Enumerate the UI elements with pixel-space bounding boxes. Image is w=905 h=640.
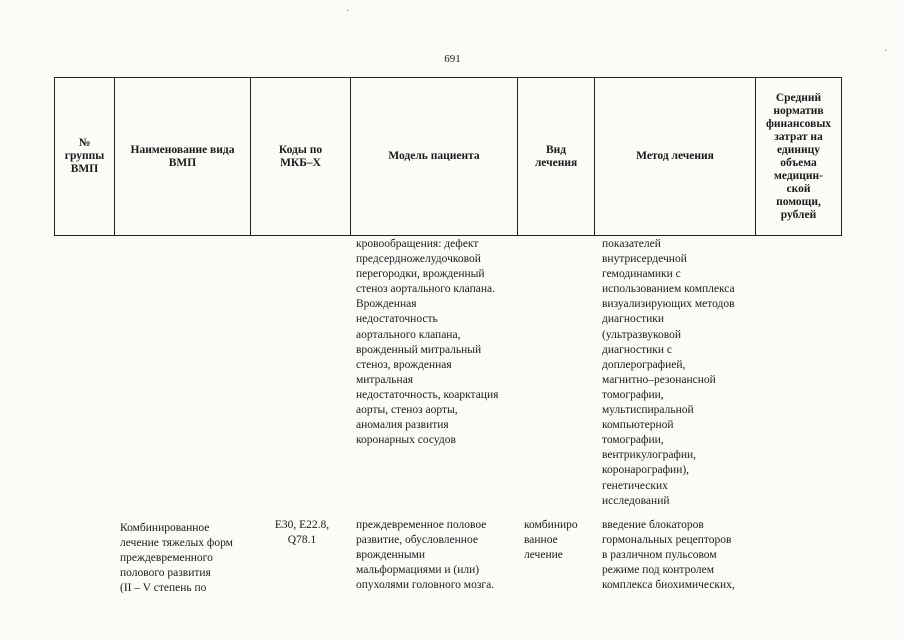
header-treatment-method: Метод лечения [595,78,756,235]
table-header [54,77,842,236]
header-treatment-type: Вид лечения [518,78,595,235]
row1-treatment-method: показателей внутрисердечной гемодинамики с использованием комплекса визуализирующих методов диагностики (ультразвуковой диагностики с доплерографией, магнитно–резонансной томографии, мультиспиральной компьютерной томографии, вентрикулографии, коронарографии), генетических исследований [602,238,735,507]
row2-treatment-method: введение блокаторов гормональных рецепторов в различном пульсовом режиме под контролем комплекса биохимических, [602,519,735,592]
header-vmp-name: Наименование вида ВМП [115,78,251,235]
header-group-number: № группы ВМП [55,78,115,235]
row1-patient-model: кровообращения: дефект предсердножелудочковой перегородки, врожденный стеноз аортального клапана. Врожденная недостаточность аортального клапана, врожденный митральный стеноз, врожденная митральная недостаточность, коарктация аорты, стеноз аорты, аномалия развития коронарных сосудов [356,238,499,447]
header-patient-model: Модель пациента [351,78,518,235]
row2-vmp-name: Комбинированное лечение тяжелых форм преждевременного полового развития (II – V степень по [120,522,233,595]
row2-patient-model: преждевременное половое развитие, обусловленное врожденными мальформациями и (или) опухолями головного мозга. [356,519,495,592]
scan-speck: · [884,46,888,57]
page-number: 691 [444,53,461,65]
row2-treatment-type: комбиниро ванное лечение [524,519,578,562]
scan-speck: · [346,6,350,17]
header-average-cost: Средний норматив финансовых затрат на единицу объема медицин- ской помощи, рублей [765,91,832,221]
header-icd-codes: Коды по МКБ–Х [251,78,351,235]
row2-icd-codes: E30, E22.8, Q78.1 [274,519,330,547]
